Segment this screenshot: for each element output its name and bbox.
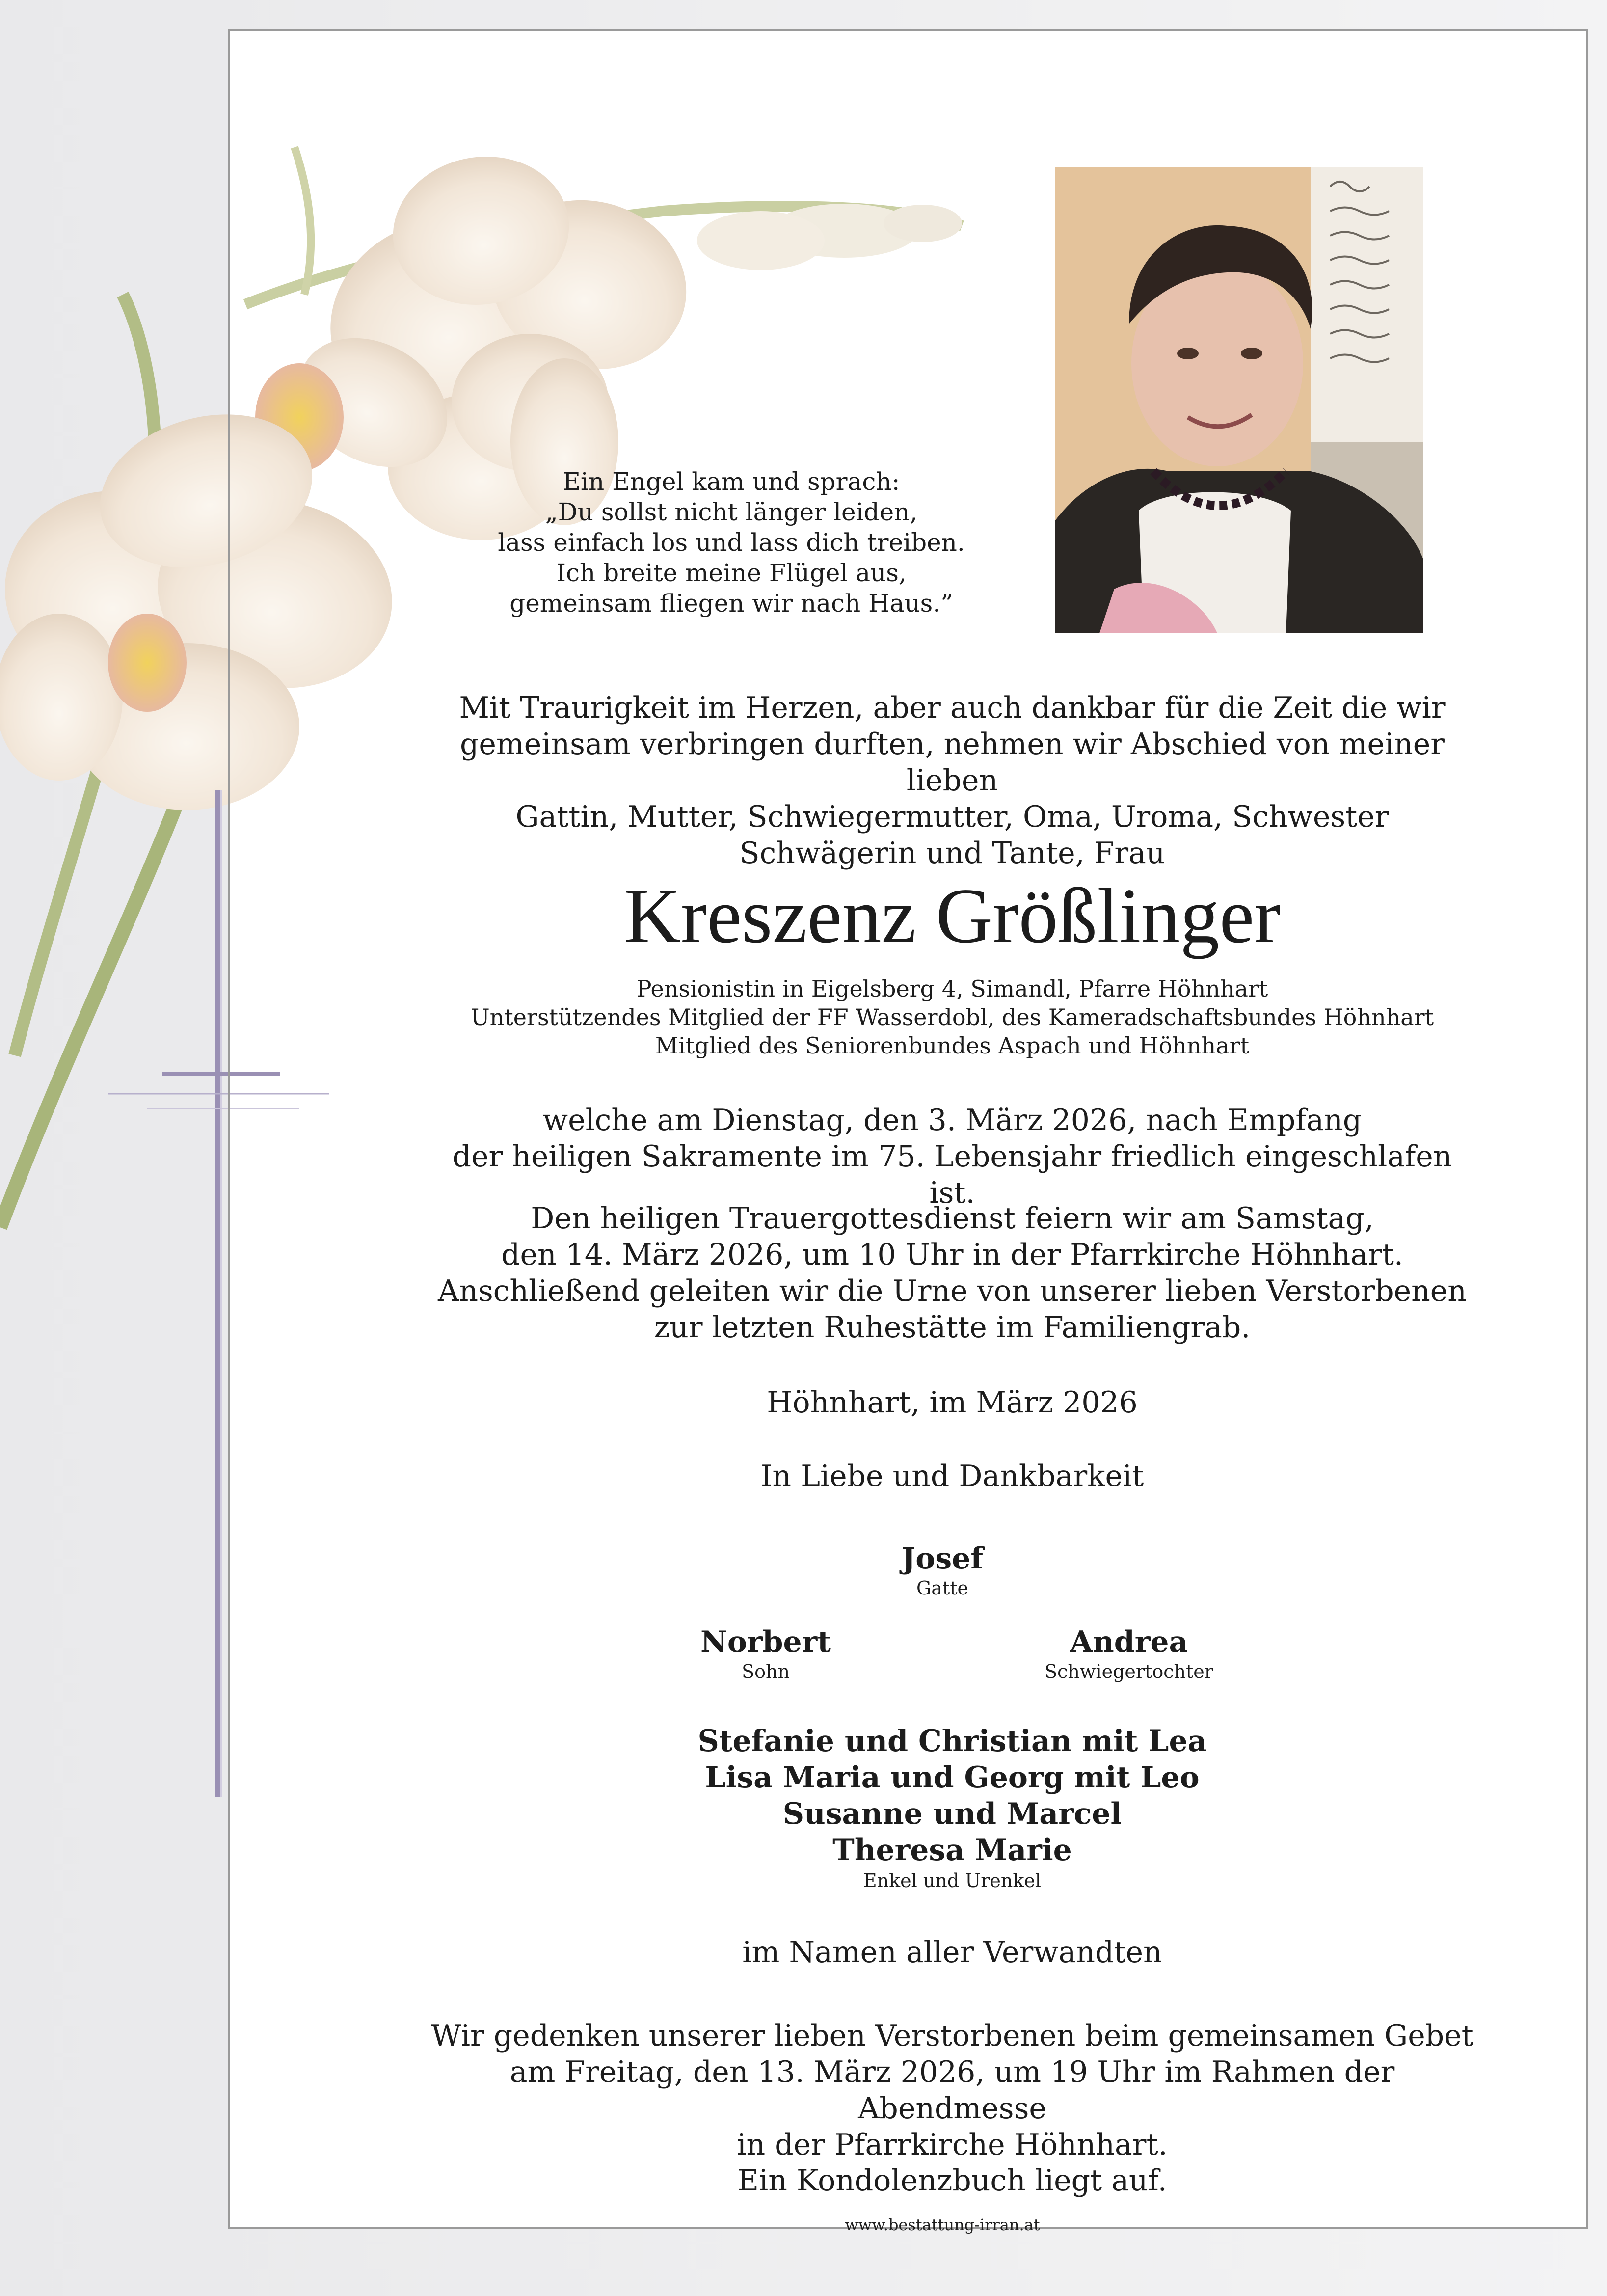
portrait-photo <box>1055 167 1423 633</box>
mourner-relation: Schwiegertochter <box>1045 1661 1213 1682</box>
service-line: zur letzten Ruhestätte im Familiengrab. <box>654 1310 1251 1345</box>
mourner-andrea <box>957 1625 1301 1684</box>
poem-line: lass einfach los und lass dich treiben. <box>498 528 965 557</box>
intro-line: gemeinsam verbringen durften, nehmen wir Abschied von meiner lieben <box>460 727 1445 798</box>
mourner-name: Andrea <box>1070 1625 1188 1659</box>
poem-line: Ich breite meine Flügel aus, <box>556 559 907 587</box>
service-line: Anschließend geleiten wir die Urne von unserer lieben Verstorbenen <box>438 1274 1467 1308</box>
mourner-norbert <box>594 1625 937 1684</box>
poem-line: gemeinsam fliegen wir nach Haus.” <box>509 589 953 618</box>
intro-paragraph <box>427 690 1477 871</box>
role-line: Pensionistin in Eigelsberg 4, Simandl, Pfarre Höhnhart <box>636 975 1268 1002</box>
poem-line: Ein Engel kam und sprach: <box>562 467 900 496</box>
role-line: Mitglied des Seniorenbundes Aspach und Höhnhart <box>655 1032 1250 1059</box>
place-date: Höhnhart, im März 2026 <box>767 1385 1138 1420</box>
prayer-line: am Freitag, den 13. März 2026, um 19 Uhr im Rahmen der Abendmesse <box>509 2055 1395 2126</box>
death-notice <box>427 1102 1477 1211</box>
intro-line: Mit Traurigkeit im Herzen, aber auch dankbar für die Zeit die wir <box>459 691 1446 725</box>
intro-line: Gattin, Mutter, Schwiegermutter, Oma, Uroma, Schwester <box>515 800 1389 834</box>
grandchildren-line: Stefanie und Christian mit Lea <box>697 1724 1207 1758</box>
service-line: den 14. März 2026, um 10 Uhr in der Pfarrkirche Höhnhart. <box>501 1238 1403 1272</box>
intro-line: Schwägerin und Tante, Frau <box>739 836 1165 870</box>
deceased-roles <box>427 974 1477 1060</box>
death-line: welche am Dienstag, den 3. März 2026, nach Empfang <box>542 1103 1362 1137</box>
grandchildren <box>427 1723 1477 1893</box>
website-link[interactable]: www.bestattung-irran.at <box>845 2215 1040 2234</box>
mourner-name: Josef <box>901 1541 984 1576</box>
poem-line: „Du sollst nicht länger leiden, <box>545 498 918 526</box>
grandchildren-line: Theresa Marie <box>832 1833 1072 1867</box>
condolence-book-note: Ein Kondolenzbuch liegt auf. <box>737 2163 1167 2198</box>
closing-phrase: In Liebe und Dankbarkeit <box>760 1459 1144 1493</box>
prayer-line: in der Pfarrkirche Höhnhart. <box>737 2128 1168 2162</box>
grandchildren-line: Lisa Maria und Georg mit Leo <box>705 1760 1200 1795</box>
service-line: Den heiligen Trauergottesdienst feiern wir am Samstag, <box>531 1201 1374 1236</box>
prayer-line: Wir gedenken unserer lieben Verstorbenen beim gemeinsamen Gebet <box>431 2019 1473 2053</box>
mourner-relation: Sohn <box>742 1661 790 1682</box>
mourner-josef <box>771 1541 1114 1600</box>
mourner-name: Norbert <box>700 1625 831 1659</box>
relatives-line: im Namen aller Verwandten <box>742 1935 1162 1970</box>
role-line: Unterstützendes Mitglied der FF Wasserdobl, des Kameradschaftsbundes Höhnhart <box>470 1004 1434 1030</box>
poem <box>461 466 1001 619</box>
grandchildren-relation: Enkel und Urenkel <box>863 1870 1042 1891</box>
death-line: der heiligen Sakramente im 75. Lebensjahr friedlich eingeschlafen ist. <box>452 1139 1452 1210</box>
prayer-notice <box>427 2018 1477 2163</box>
grandchildren-line: Susanne und Marcel <box>782 1797 1122 1831</box>
funeral-service <box>427 1200 1477 1346</box>
mourner-relation: Gatte <box>916 1577 969 1599</box>
deceased-name: Kreszenz Größlinger <box>624 872 1281 959</box>
